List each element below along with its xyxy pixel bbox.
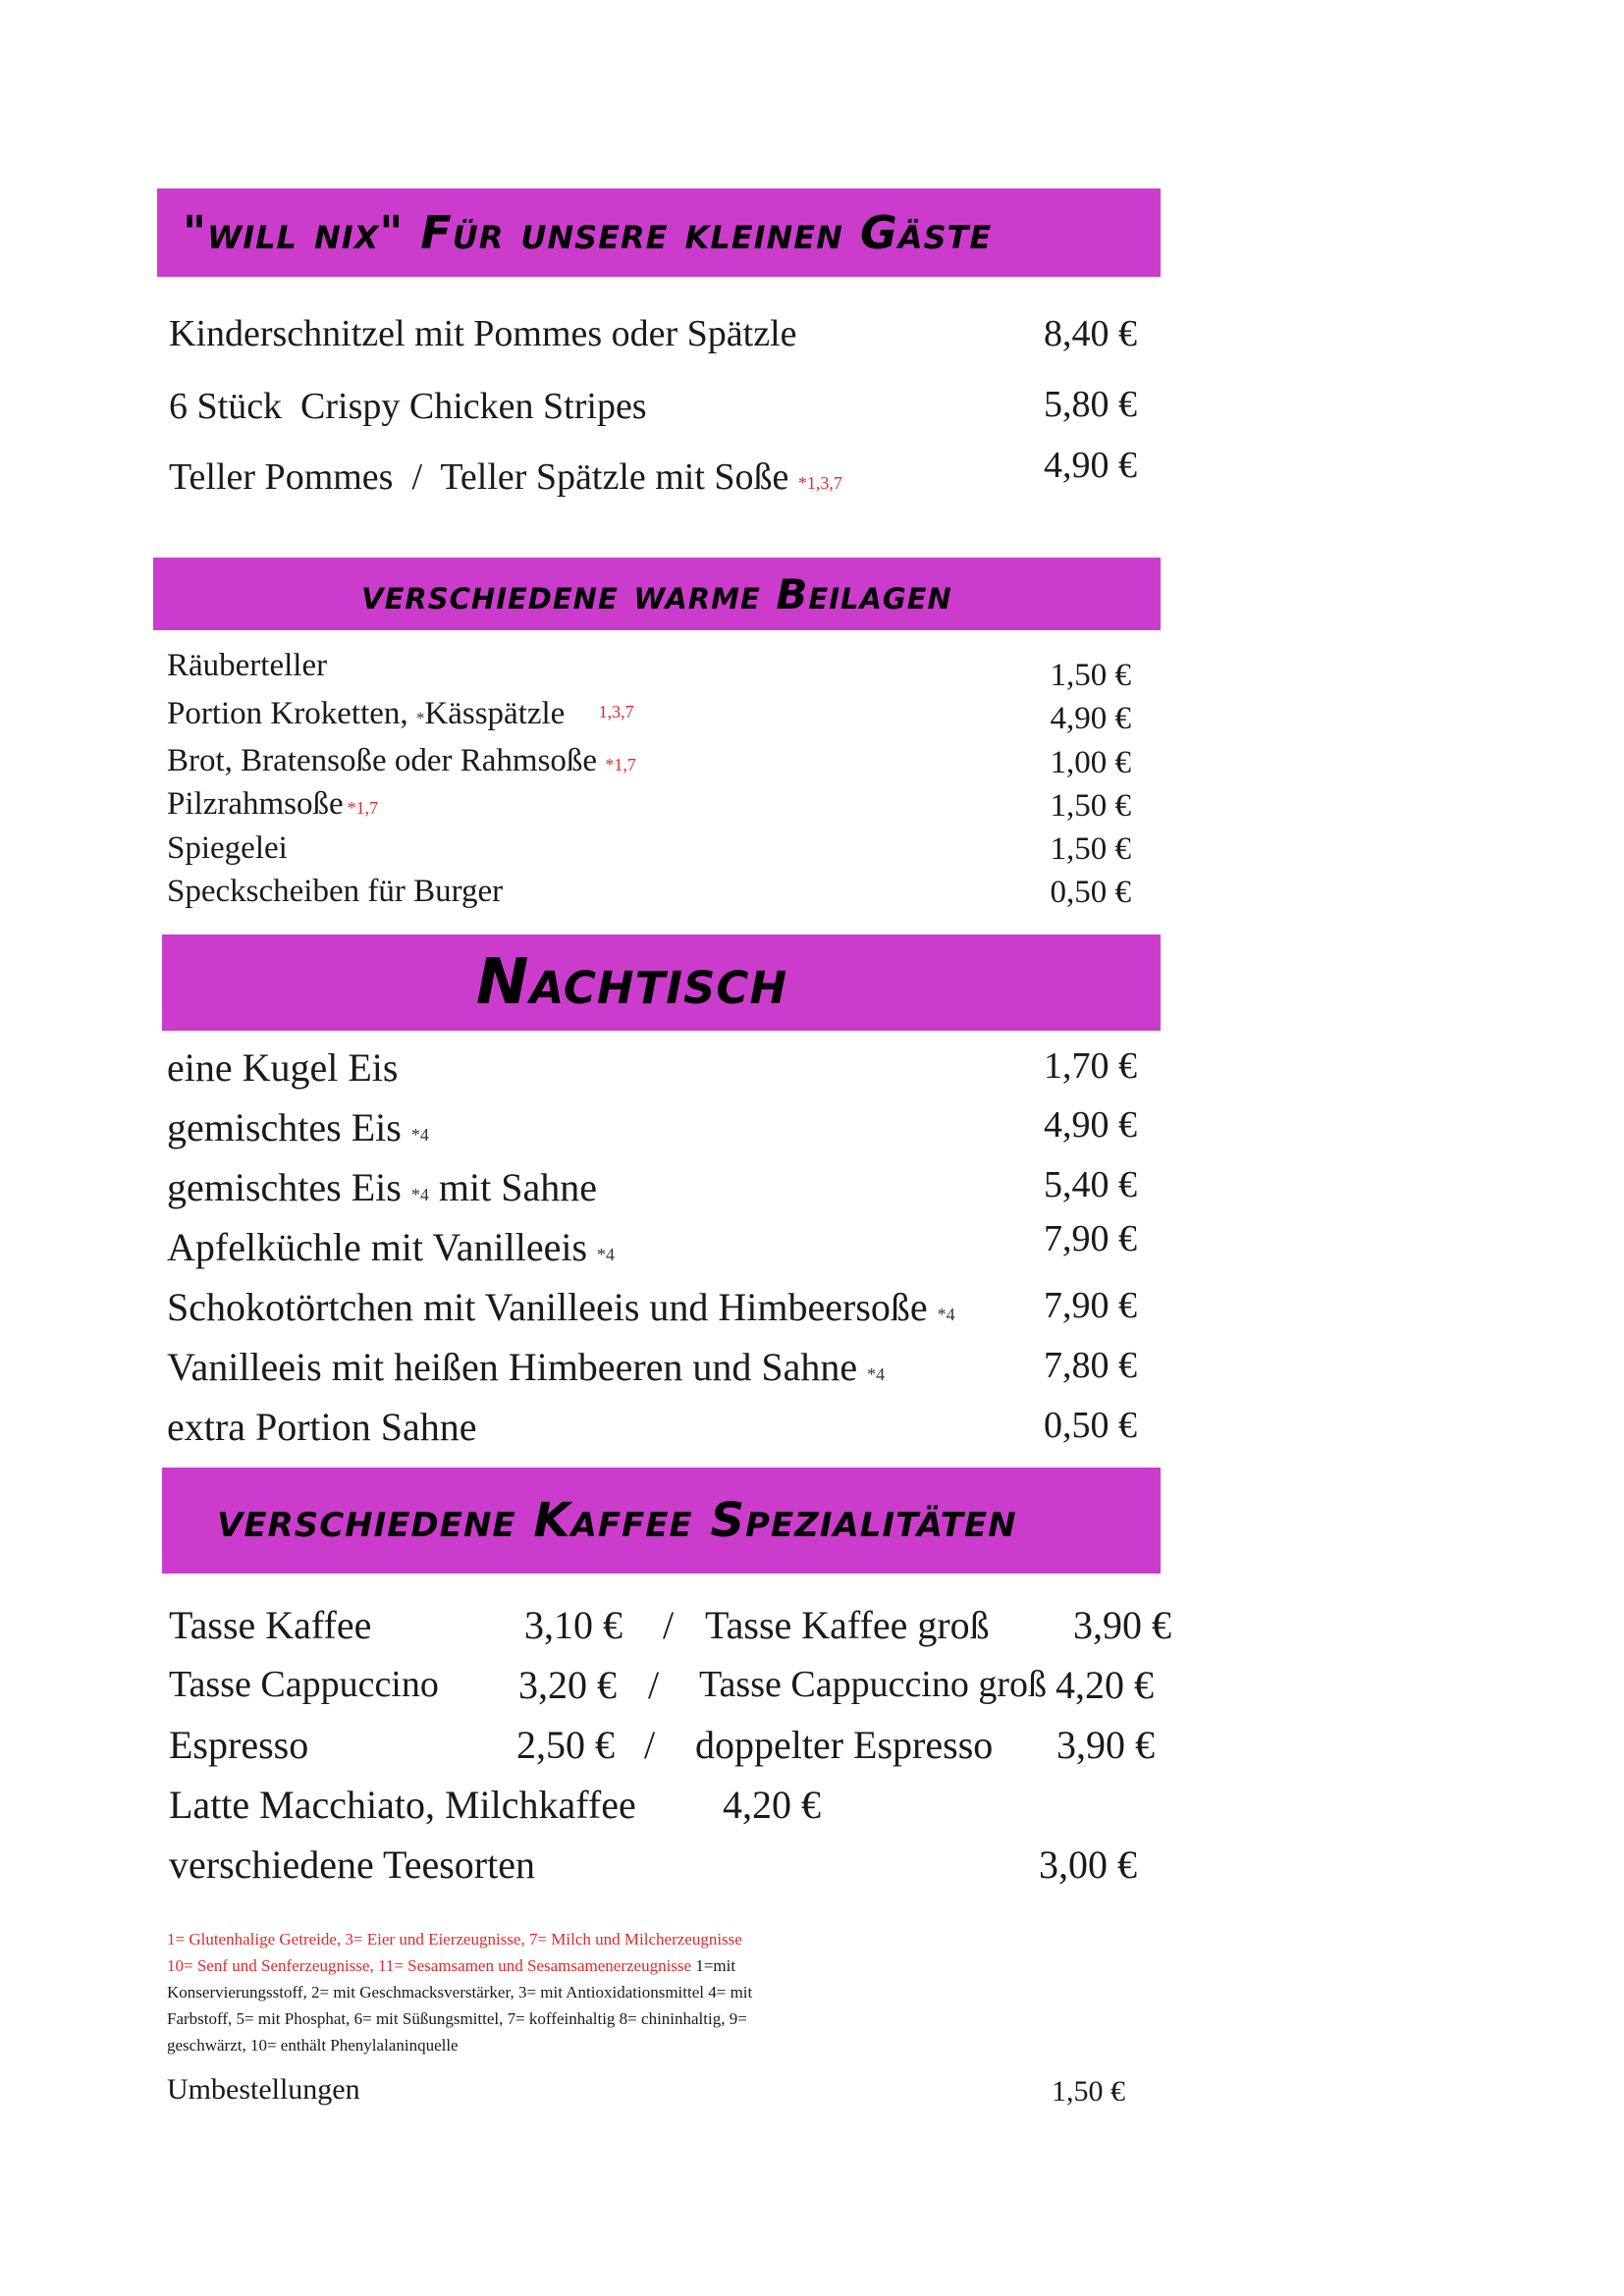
item-name: Kinderschnitzel mit Pommes oder Spätzle <box>169 313 797 354</box>
allergen-mark: *4 <box>937 1305 955 1324</box>
item-name: Teller Pommes / Teller Spätzle mit Soße <box>169 456 789 498</box>
coffee-section-header <box>162 1468 1161 1574</box>
footnote-line: Farbstoff, 5= mit Phosphat, 6= mit Süßungsmittel, 7= koffeinhaltig 8= chininhaltig, 9= <box>167 2009 747 2028</box>
item-name: Apfelküchle mit Vanilleeis <box>167 1225 588 1269</box>
item-price: 8,40 € <box>1044 313 1137 354</box>
footnote-line <box>167 1952 735 1979</box>
item-name: gemischtes Eis <box>167 1165 402 1209</box>
allergen-note: *1,7 <box>347 798 379 818</box>
item-name-2: mit Sahne <box>428 1165 597 1209</box>
coffee-item <box>169 1663 439 1706</box>
menu-item <box>169 385 647 428</box>
menu-item <box>167 648 327 684</box>
item-price: 0,50 € <box>1050 875 1131 910</box>
item-price: 4,90 € <box>1050 701 1131 736</box>
item-price: 1,50 € <box>1050 831 1131 867</box>
menu-item <box>167 1344 885 1390</box>
menu-item <box>167 1224 615 1270</box>
item-price: 4,20 € <box>723 1783 821 1827</box>
extra-fee-price: 1,50 € <box>1052 2075 1125 2108</box>
item-name: Pilzrahmsoße <box>167 786 344 822</box>
menu-item <box>167 1164 597 1210</box>
allergen-mark: *4 <box>410 1125 429 1145</box>
footnote-black-part: 1=mit <box>691 1956 736 1975</box>
footnote-line: geschwärzt, 10= enthält Phenylalaninquelle <box>167 2036 459 2055</box>
kids-section-header <box>157 188 1161 277</box>
allergen-note: *1,3,7 <box>797 473 842 493</box>
item-name: Latte Macchiato, Milchkaffee <box>169 1783 636 1827</box>
item-price: 0,50 € <box>1044 1405 1137 1446</box>
menu-item <box>169 312 797 355</box>
item-name: verschiedene Teesorten <box>169 1842 535 1887</box>
coffee-item <box>169 1722 308 1768</box>
item-price: 5,80 € <box>1044 384 1137 425</box>
item-price: 3,10 € <box>524 1603 623 1647</box>
menu-item <box>167 874 503 910</box>
extra-fee-label: Umbestellungen <box>167 2073 360 2106</box>
dessert-section-title: Nachtisch <box>475 946 788 1019</box>
item-name: eine Kugel Eis <box>167 1045 399 1090</box>
item-price-2: 3,90 € <box>1073 1603 1171 1647</box>
item-price: 4,90 € <box>1044 445 1137 486</box>
item-price: 5,40 € <box>1044 1164 1137 1205</box>
coffee-item <box>169 1782 636 1828</box>
sides-section-header <box>153 558 1161 630</box>
kids-section-title: "will nix" Für unsere kleinen Gäste <box>183 206 993 259</box>
item-price: 1,70 € <box>1044 1045 1137 1087</box>
footnote-line: Konservierungsstoff, 2= mit Geschmacksverstärker, 3= mit Antioxidationsmittel 4= mit <box>167 1983 753 2002</box>
item-price: 3,00 € <box>1039 1842 1137 1887</box>
item-price: 1,00 € <box>1050 745 1131 780</box>
menu-item <box>167 1284 955 1330</box>
allergen-mark: *4 <box>410 1185 429 1204</box>
allergen-note: 1,3,7 <box>598 702 634 721</box>
item-name: Räuberteller <box>167 648 328 683</box>
separator: / <box>644 1723 656 1767</box>
item-name: 6 Stück Crispy Chicken Stripes <box>169 386 647 427</box>
menu-item <box>167 830 288 867</box>
allergen-mark: *4 <box>867 1364 886 1384</box>
menu-item <box>167 1104 429 1150</box>
separator: / <box>663 1603 675 1647</box>
allergen-star: * <box>415 709 425 727</box>
item-name-2: Tasse Cappuccino groß <box>699 1664 1048 1705</box>
menu-item <box>167 786 378 823</box>
item-price: 3,20 € <box>518 1663 617 1707</box>
item-price: 2,50 € <box>516 1723 615 1767</box>
menu-item <box>169 455 842 499</box>
sides-section-title: verschiedene warme Beilagen <box>361 569 952 618</box>
menu-item <box>167 743 636 779</box>
item-name: gemischtes Eis <box>167 1105 402 1149</box>
item-price: 7,80 € <box>1044 1345 1137 1386</box>
item-price: 4,90 € <box>1044 1104 1137 1146</box>
allergen-note: *1,7 <box>605 755 636 774</box>
coffee-item <box>169 1602 371 1648</box>
menu-item <box>167 696 634 732</box>
coffee-item <box>169 1842 535 1888</box>
footnote-line: 1= Glutenhalige Getreide, 3= Eier und Eierzeugnisse, 7= Milch und Milcherzeugnisse <box>167 1930 742 1949</box>
item-price: 7,90 € <box>1044 1285 1137 1326</box>
item-price-2: 4,20 € <box>1056 1663 1154 1707</box>
item-price: 1,50 € <box>1050 788 1131 824</box>
coffee-section-title: verschiedene Kaffee Spezialitäten <box>217 1493 1017 1548</box>
item-name: Tasse Cappuccino <box>169 1664 439 1705</box>
item-name: Schokotörtchen mit Vanilleeis und Himbeersoße <box>167 1285 928 1329</box>
menu-item <box>167 1404 477 1450</box>
dessert-section-header <box>162 934 1161 1031</box>
item-name-2: Tasse Kaffee groß <box>705 1603 990 1647</box>
separator: / <box>648 1663 660 1707</box>
item-price-2: 3,90 € <box>1056 1723 1155 1767</box>
item-name: Portion Kroketten, <box>167 696 416 731</box>
item-price: 1,50 € <box>1050 658 1131 693</box>
item-name: Spiegelei <box>167 830 288 866</box>
item-name: Espresso <box>169 1723 309 1767</box>
item-price: 7,90 € <box>1044 1218 1137 1259</box>
menu-item <box>167 1044 399 1091</box>
item-name: Vanilleeis mit heißen Himbeeren und Sahne <box>167 1345 858 1389</box>
item-name-2: doppelter Espresso <box>695 1723 994 1767</box>
allergen-mark: *4 <box>597 1245 616 1264</box>
item-name: extra Portion Sahne <box>167 1405 477 1449</box>
footnote-red-part: 10= Senf und Senferzeugnisse, 11= Sesamsamen und Sesamsamenerzeugnisse <box>167 1956 692 1975</box>
item-name: Brot, Bratensoße oder Rahmsoße <box>167 743 598 778</box>
item-name: Speckscheiben für Burger <box>167 874 504 909</box>
item-name: Tasse Kaffee <box>169 1603 372 1647</box>
item-name-2: Kässpätzle <box>424 696 566 731</box>
